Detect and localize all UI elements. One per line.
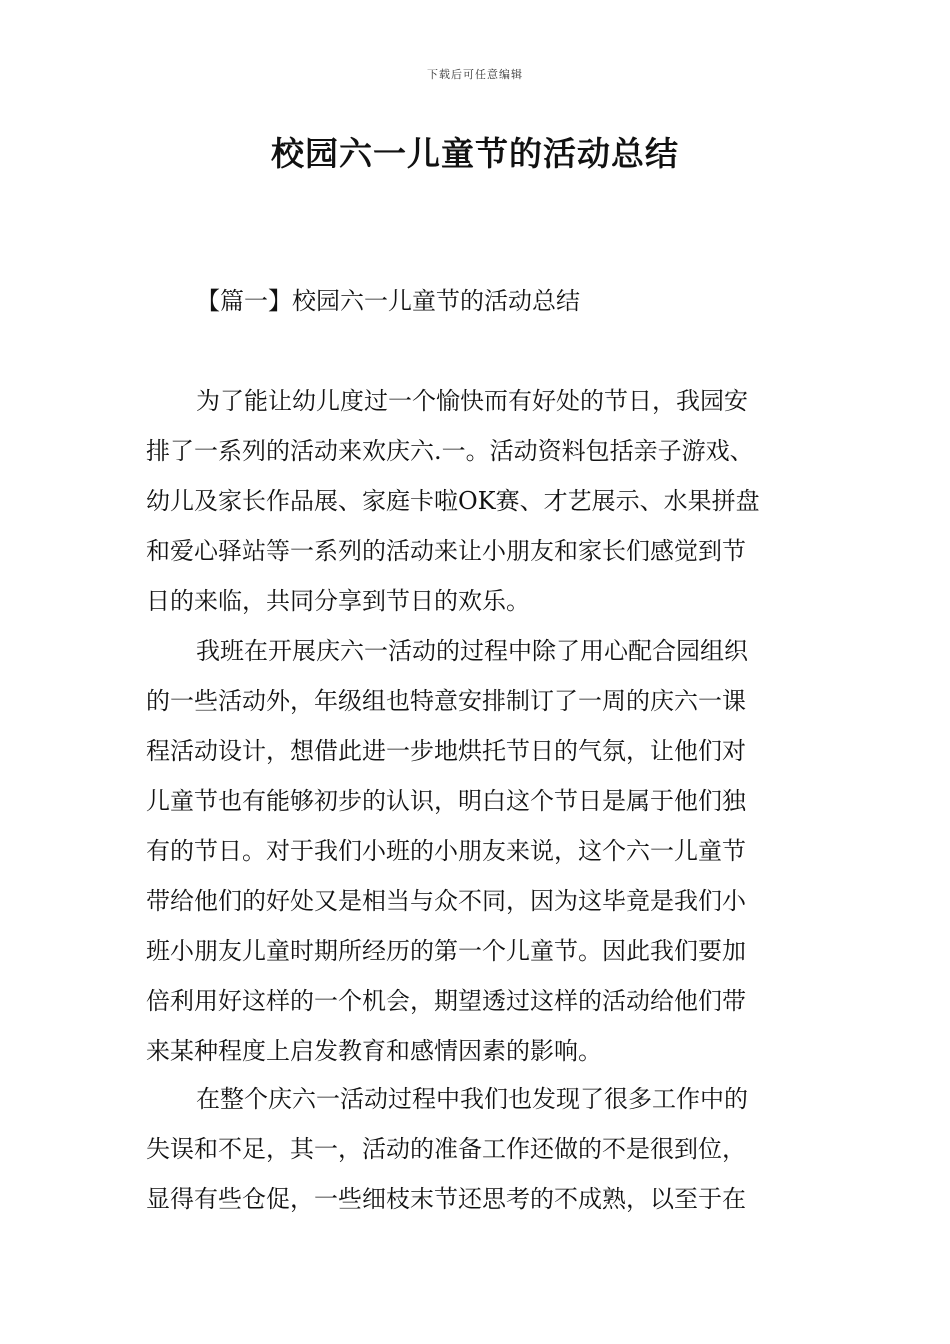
document-title: 校园六一儿童节的活动总结	[271, 134, 679, 173]
paragraph-line: 在整个庆六一活动过程中我们也发现了很多工作中的	[196, 1085, 748, 1113]
paragraph-line: 带给他们的好处又是相当与众不同，因为这毕竟是我们小	[146, 887, 746, 915]
paragraph-line: 有的节日。对于我们小班的小朋友来说，这个六一儿童节	[146, 837, 746, 865]
paragraph-line: 儿童节也有能够初步的认识，明白这个节日是属于他们独	[146, 787, 746, 815]
paragraph-line: 显得有些仓促，一些细枝末节还思考的不成熟，以至于在	[146, 1185, 746, 1213]
section-heading: 【篇一】校园六一儿童节的活动总结	[196, 287, 580, 315]
paragraph-line: 来某种程度上启发教育和感情因素的影响。	[146, 1037, 602, 1065]
paragraph-3	[146, 1074, 810, 1224]
paragraph-line: 班小朋友儿童时期所经历的第一个儿童节。因此我们要加	[146, 937, 746, 965]
paragraph-line: 排了一系列的活动来欢庆六.一。活动资料包括亲子游戏、	[146, 437, 754, 465]
paragraph-line: 失误和不足，其一，活动的准备工作还做的不是很到位，	[146, 1135, 746, 1163]
paragraph-line: 为了能让幼儿度过一个愉快而有好处的节日，我园安	[196, 387, 748, 415]
paragraph-line: 程活动设计，想借此进一步地烘托节日的气氛，让他们对	[146, 737, 746, 765]
paragraph-line: 的一些活动外，年级组也特意安排制订了一周的庆六一课	[146, 687, 746, 715]
paragraph-line: 倍利用好这样的一个机会，期望透过这样的活动给他们带	[146, 987, 746, 1015]
paragraph-line: 我班在开展庆六一活动的过程中除了用心配合园组织	[196, 637, 748, 665]
paragraph-line: 和爱心驿站等一系列的活动来让小朋友和家长们感觉到节	[146, 537, 746, 565]
paragraph-2	[146, 626, 810, 1076]
header-note: 下载后可任意编辑	[427, 68, 523, 81]
paragraph-line: 日的来临，共同分享到节日的欢乐。	[146, 587, 530, 615]
paragraph-1	[146, 376, 810, 626]
paragraph-line: 幼儿及家长作品展、家庭卡啦OK赛、才艺展示、水果拼盘	[146, 487, 760, 515]
